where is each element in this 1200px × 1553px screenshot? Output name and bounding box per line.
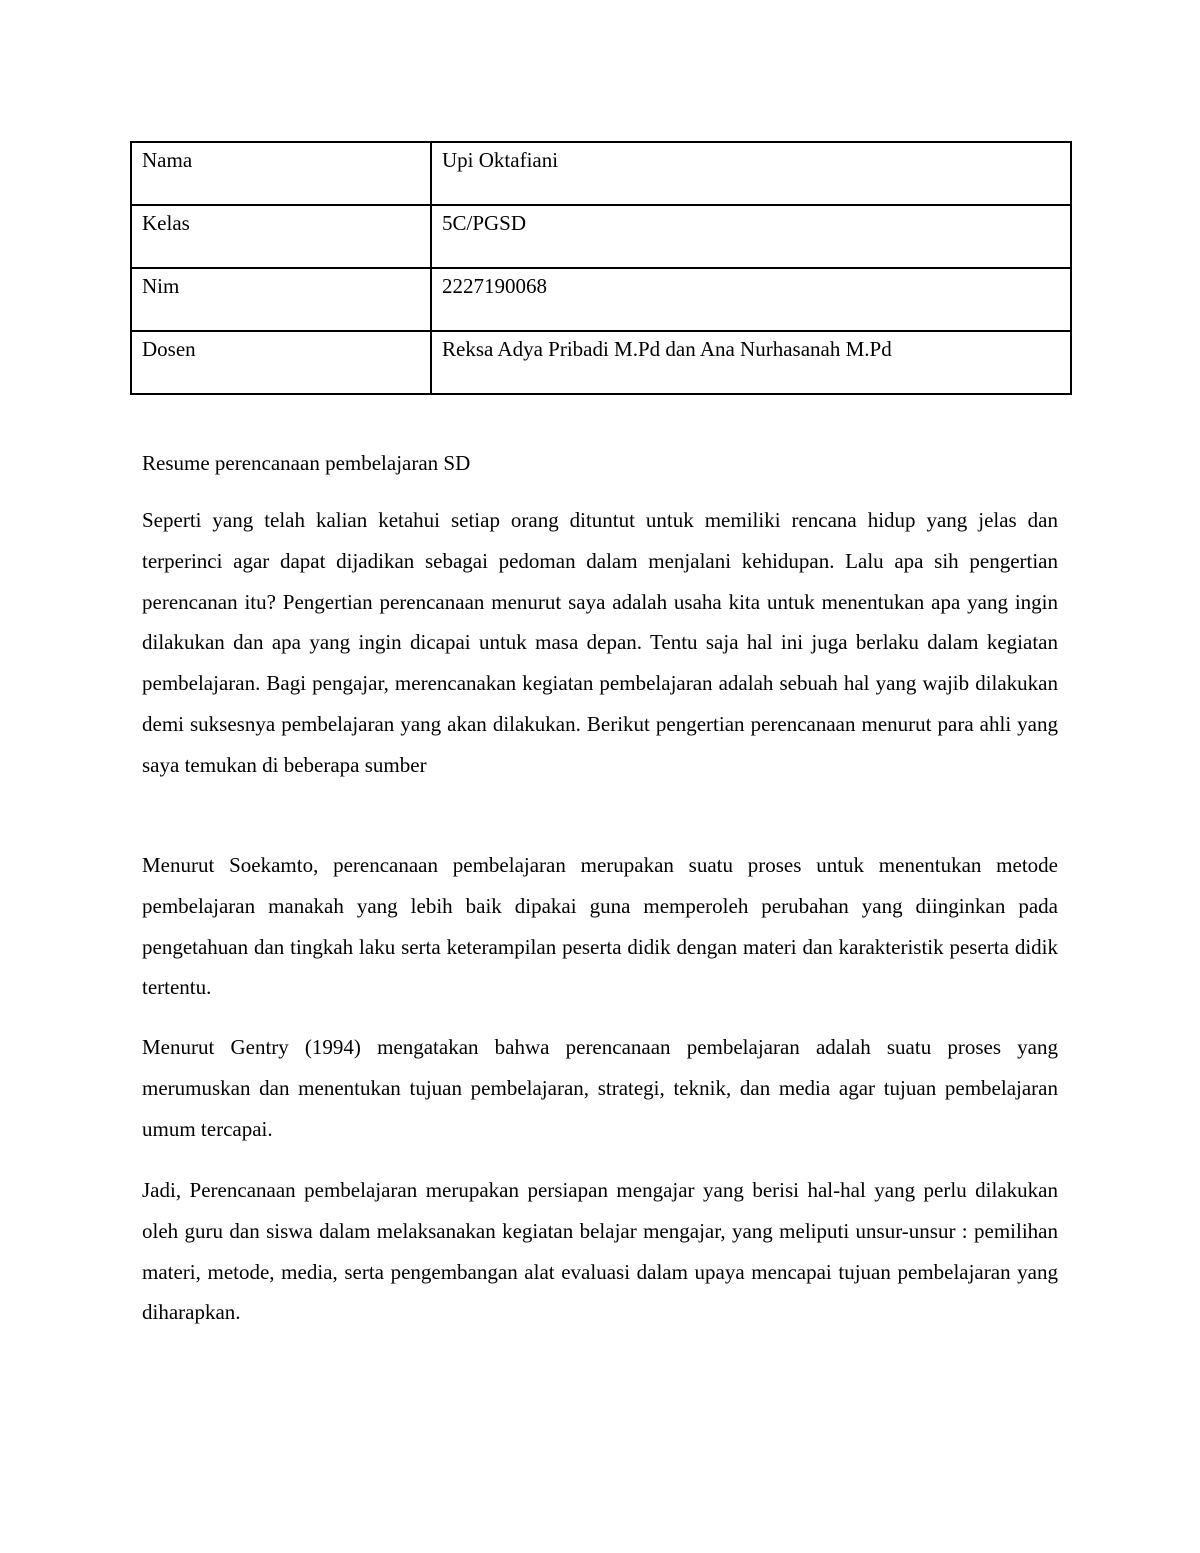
paragraph-intro: Seperti yang telah kalian ketahui setiap orang dituntut untuk memiliki rencana hidup yang jelas dan terperinci agar dapat dijadikan sebagai pedoman dalam menjalani kehidupan. Lalu apa sih pengertian perencanan itu? Pengertian perencanaan menurut saya adalah usaha kita untuk menentukan apa yang ingin dilakukan dan apa yang ingin dicapai untuk masa depan. Tentu saja hal ini juga berlaku dalam kegiatan pembelajaran. Bagi pengajar, merencanakan kegiatan pembelajaran adalah sebuah hal yang wajib dilakukan demi suksesnya pembelajaran yang akan dilakukan. Berikut pengertian perencanaan menurut para ahli yang saya temukan di beberapa sumber — [142, 508, 1058, 777]
table-row-nama — [131, 142, 1071, 205]
row-value: Reksa Adya Pribadi M.Pd dan Ana Nurhasanah M.Pd — [431, 331, 1071, 394]
row-value: 5C/PGSD — [431, 205, 1071, 268]
paragraph-soekamto: Menurut Soekamto, perencanaan pembelajaran merupakan suatu proses untuk menentukan metode pembelajaran manakah yang lebih baik dipakai guna memperoleh perubahan yang diinginkan pada pengetahuan dan tingkah laku serta keterampilan peserta didik dengan materi dan karakteristik peserta didik tertentu. — [142, 853, 1058, 1000]
document-title: Resume perencanaan pembelajaran SD — [142, 451, 471, 475]
table-row-nim — [131, 268, 1071, 331]
row-value: 2227190068 — [431, 268, 1071, 331]
row-label: Nim — [131, 268, 431, 331]
row-label: Nama — [131, 142, 431, 205]
row-label: Kelas — [131, 205, 431, 268]
paragraph-gentry: Menurut Gentry (1994) mengatakan bahwa perencanaan pembelajaran adalah suatu proses yang merumuskan dan menentukan tujuan pembelajaran, strategi, teknik, dan media agar tujuan pembelajaran umum tercapai. — [142, 1035, 1058, 1141]
row-value: Upi Oktafiani — [431, 142, 1071, 205]
paragraph-conclusion: Jadi, Perencanaan pembelajaran merupakan persiapan mengajar yang berisi hal-hal yang perlu dilakukan oleh guru dan siswa dalam melaksanakan kegiatan belajar mengajar, yang meliputi unsur-unsur : pemilihan materi, metode, media, serta pengembangan alat evaluasi dalam upaya mencapai tujuan pembelajaran yang diharapkan. — [142, 1178, 1058, 1325]
table-row-dosen — [131, 331, 1071, 394]
identity-table — [130, 141, 1072, 395]
table-row-kelas — [131, 205, 1071, 268]
row-label: Dosen — [131, 331, 431, 394]
